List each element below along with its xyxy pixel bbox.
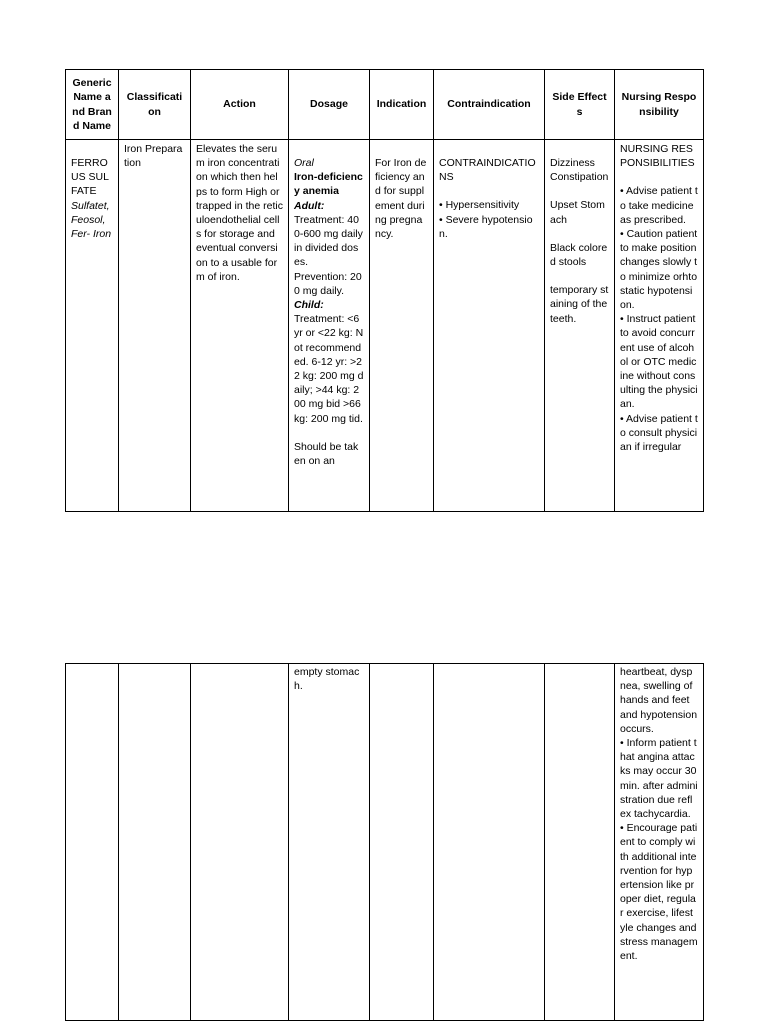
dosage-note-cont: empty stomach.: [294, 666, 360, 693]
header-dosage: Dosage: [289, 70, 370, 140]
action-text: Elevates the serum iron concentration which then helps to form High or trapped in the reticuloendothelial cells for storage and eventual conversion to a usable form of iron.: [196, 143, 283, 283]
header-classification: Classification: [119, 70, 191, 140]
table-row: [66, 140, 704, 512]
generic-name-cell: [66, 140, 119, 512]
nursing-item: • Instruct patient to avoid concurrent use of alcohol or OTC medicine without consulting the physician.: [620, 313, 698, 411]
generic-name: FERROUS SULFATE: [71, 157, 109, 198]
side-effect-item: Dizziness: [550, 157, 595, 169]
header-generic-name: Generic Name and Brand Name: [66, 70, 119, 140]
nursing-item: • Encourage patient to comply with additional intervention for hypertension like proper diet, regular exercise, lifestyle changes and stress management.: [620, 822, 698, 963]
drug-study-table-page1: [65, 69, 704, 512]
dosage-adult-label: Adult:: [294, 199, 325, 212]
contraindication-cell-cont: [434, 664, 545, 1021]
dosage-adult-treatment: Treatment: 400-600 mg daily in divided doses.: [294, 213, 363, 269]
contraindication-item: • Severe hypotension.: [439, 213, 533, 240]
nursing-item: • Inform patient that angina attacks may occur 30 min. after administration due reflex tachycardia.: [620, 737, 698, 821]
contraindication-cell: [434, 140, 545, 512]
action-cell: [191, 140, 289, 512]
dosage-child-label: Child:: [294, 299, 324, 312]
nursing-title: NURSING RESPONSIBILITIES: [620, 143, 695, 170]
nursing-item: • Advise patient to take medicine as prescribed.: [620, 185, 698, 226]
header-row: [66, 70, 704, 140]
dosage-cell: [289, 140, 370, 512]
header-indication: Indication: [370, 70, 434, 140]
indication-cell: [370, 140, 434, 512]
side-effects-cell: [545, 140, 615, 512]
side-effects-cell-cont: [545, 664, 615, 1021]
drug-study-table-page2: [65, 663, 704, 1021]
header-side-effects: Side Effects: [545, 70, 615, 140]
side-effect-item: Black colored stools: [550, 241, 608, 269]
dosage-condition: Iron-deficiency anemia: [294, 171, 363, 198]
header-nursing-responsibility: Nursing Responsibility: [615, 70, 704, 140]
classification-text: Iron Preparation: [124, 143, 183, 170]
brand-names: Sulfatet, Feosol, Fer- Iron: [71, 199, 112, 241]
nursing-item: • Caution patient to make position changes slowly to minimize orhtostatic hypotension.: [620, 228, 698, 312]
contraindication-item: • Hypersensitivity: [439, 199, 520, 212]
generic-name-cell-cont: [66, 664, 119, 1021]
nursing-item: heartbeat, dyspnea, swelling of hands and feet and hypotension occurs.: [620, 666, 698, 735]
side-effect-item: Constipation: [550, 171, 609, 184]
header-contraindication: Contraindication: [434, 70, 545, 140]
side-effect-item: Upset Stomach: [550, 199, 605, 226]
header-action: Action: [191, 70, 289, 140]
indication-cell-cont: [370, 664, 434, 1021]
nursing-item: • Advise patient to consult physician if irregular: [620, 412, 698, 454]
classification-cell-cont: [119, 664, 191, 1021]
indication-text: For Iron deficiency and for supplement during pregnancy.: [375, 157, 427, 241]
dosage-child-text: Treatment: <6 yr or <22 kg: Not recommended. 6-12 yr: >22 kg: 200 mg daily; >44 kg: 200 mg bid >66 kg: 200 mg tid.: [294, 313, 364, 425]
contraindication-title: CONTRAINDICATIONS: [439, 157, 536, 184]
dosage-adult-prevention: Prevention: 200 mg daily.: [294, 270, 362, 297]
dosage-note: Should be taken on an: [294, 440, 359, 468]
action-cell-cont: [191, 664, 289, 1021]
table-row: [66, 664, 704, 1021]
nursing-cell-cont: [615, 664, 704, 1021]
dosage-cell-cont: [289, 664, 370, 1021]
dosage-route: Oral: [294, 157, 314, 169]
classification-cell: [119, 140, 191, 512]
side-effect-item: temporary staining of the teeth.: [550, 284, 609, 325]
nursing-cell: [615, 140, 704, 512]
